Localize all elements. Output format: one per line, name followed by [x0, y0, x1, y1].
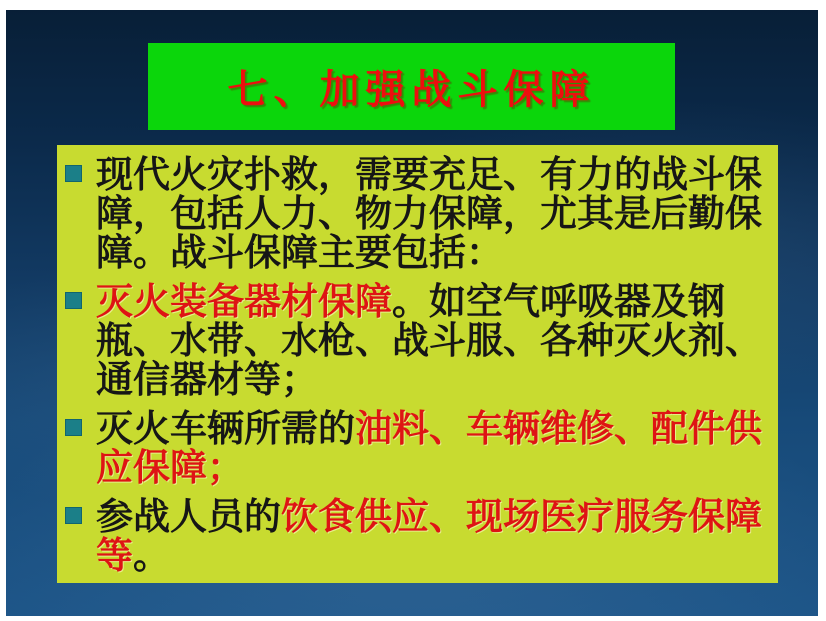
- text-segment: 饮食供应、现场医疗服务保障等: [96, 496, 762, 576]
- bullet-square-icon: [65, 292, 82, 309]
- list-item: [65, 497, 770, 575]
- title-box: [148, 43, 675, 130]
- text-segment: 参战人员的: [96, 496, 281, 537]
- content-box: [57, 145, 778, 583]
- slide-title: 七、加强战斗保障: [227, 68, 596, 112]
- text-segment: 。: [133, 535, 170, 576]
- text-segment: 。如空气呼吸器及钢瓶、水带、水枪、战斗服、各种灭火剂、通信器材等；: [96, 281, 762, 400]
- bullet-square-icon: [65, 165, 82, 182]
- text-segment: 油料、车辆维修、配件供应保障；: [96, 408, 762, 488]
- list-item: [65, 155, 770, 272]
- bullet-square-icon: [65, 419, 82, 436]
- bullet-text: [96, 409, 768, 487]
- text-segment: 灭火装备器材保障: [96, 281, 392, 322]
- bullet-text: [96, 497, 768, 575]
- bullet-list: [65, 155, 770, 575]
- bullet-square-icon: [65, 507, 82, 524]
- bullet-text: [96, 282, 768, 399]
- list-item: [65, 282, 770, 399]
- text-segment: 现代火灾扑救，需要充足、有力的战斗保障，包括人力、物力保障，尤其是后勤保障。战斗保障主要包括：: [96, 154, 762, 273]
- list-item: [65, 409, 770, 487]
- slide-background: [6, 10, 818, 616]
- text-segment: 灭火车辆所需的: [96, 408, 355, 449]
- bullet-text: [96, 155, 768, 272]
